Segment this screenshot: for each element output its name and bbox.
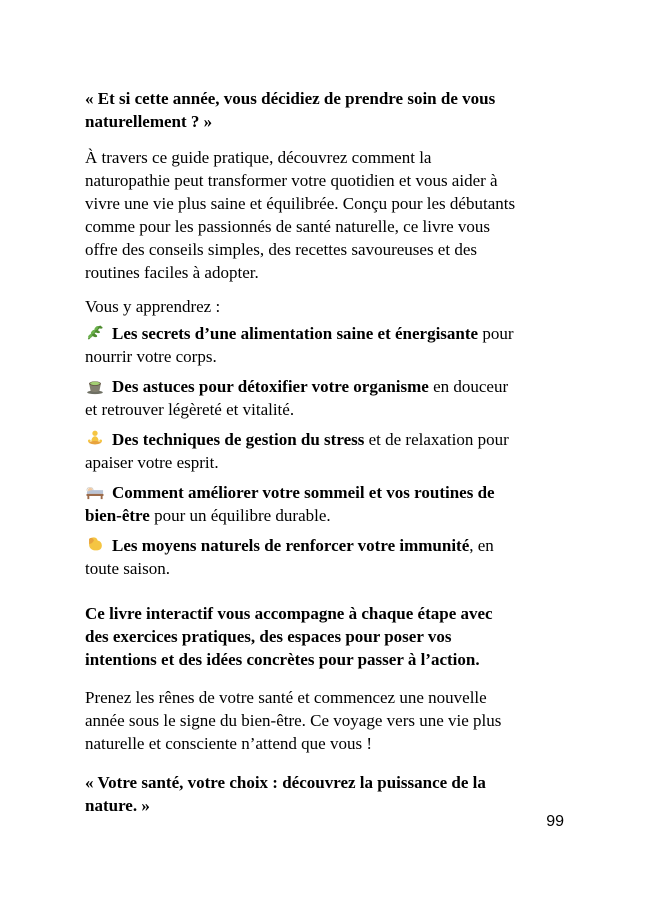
bullet-line-1 (85, 534, 571, 557)
bullet-regular-text: , en (469, 536, 494, 555)
text-line: « Votre santé, votre choix : découvrez la puissance de la (85, 773, 486, 792)
bullet-regular-text: en douceur (428, 377, 509, 396)
teacup-icon (85, 376, 105, 395)
text-line: offre des conseils simples, des recettes savoureuses et des (85, 240, 477, 259)
bullet-line-1 (85, 322, 571, 345)
text-line: naturelle et consciente n’attend que vous ! (85, 734, 372, 753)
bullet-bold-text: Les moyens naturels de renforcer votre immunité (112, 536, 470, 555)
bullet-bold-text: bien-être (85, 506, 150, 525)
herb-icon (85, 323, 105, 342)
bullet-bold-text: Des astuces pour détoxifier votre organisme (112, 377, 429, 396)
bullet-line-2: apaiser votre esprit. (85, 453, 219, 472)
flexed-biceps-icon (85, 535, 105, 554)
bullet-line-1 (85, 428, 571, 451)
interactive-paragraph (85, 602, 571, 671)
closing-paragraph (85, 686, 571, 755)
bullet-line-2: toute saison. (85, 559, 170, 578)
bullet-line-1 (85, 481, 571, 504)
bullet-sleep (85, 481, 571, 527)
bullet-line-2: nourrir votre corps. (85, 347, 217, 366)
closing-quote-heading (85, 771, 571, 817)
page-content (85, 87, 571, 817)
text-line: vivre une vie plus saine et équilibrée. Conçu pour les débutants (85, 194, 516, 213)
text-line: intentions et des idées concrètes pour passer à l’action. (85, 650, 480, 669)
guide-paragraph (85, 146, 571, 284)
bullet-line-2 (85, 504, 571, 527)
text-line: des exercices pratiques, des espaces pour poser vos (85, 627, 452, 646)
text-line: « Et si cette année, vous décidiez de prendre soin de vous (85, 89, 496, 108)
lotus-person-icon (85, 429, 105, 448)
bullet-bold-text: Comment améliorer votre sommeil et vos routines de (112, 483, 495, 502)
bullet-nutrition (85, 322, 571, 368)
text-line: naturopathie peut transformer votre quotidien et vous aider à (85, 171, 498, 190)
bullet-regular-text: et de relaxation pour (364, 430, 509, 449)
intro-quote-heading (85, 87, 571, 133)
text-line: Prenez les rênes de votre santé et commencez une nouvelle (85, 688, 487, 707)
text-line: Vous y apprendrez : (85, 297, 221, 316)
text-line: routines faciles à adopter. (85, 263, 259, 282)
bullet-detox (85, 375, 571, 421)
text-line: À travers ce guide pratique, découvrez comment la (85, 148, 432, 167)
page-number: 99 (546, 813, 564, 830)
bullet-stress (85, 428, 571, 474)
bullet-regular-text: pour (478, 324, 514, 343)
learn-intro (85, 295, 571, 318)
person-in-bed-icon (85, 482, 105, 501)
text-line: naturellement ? » (85, 112, 213, 131)
bullet-line-1 (85, 375, 571, 398)
bullet-bold-text: Les secrets d’une alimentation saine et énergisante (112, 324, 479, 343)
text-line: année sous le signe du bien-être. Ce voyage vers une vie plus (85, 711, 502, 730)
text-line: nature. » (85, 796, 150, 815)
text-line: Ce livre interactif vous accompagne à chaque étape avec (85, 604, 493, 623)
bullet-bold-text: Des techniques de gestion du stress (112, 430, 365, 449)
bullet-line-2: et retrouver légèreté et vitalité. (85, 400, 295, 419)
text-line: comme pour les passionnés de santé naturelle, ce livre vous (85, 217, 491, 236)
bullet-immunity (85, 534, 571, 580)
bullet-regular-text: pour un équilibre durable. (149, 506, 331, 525)
